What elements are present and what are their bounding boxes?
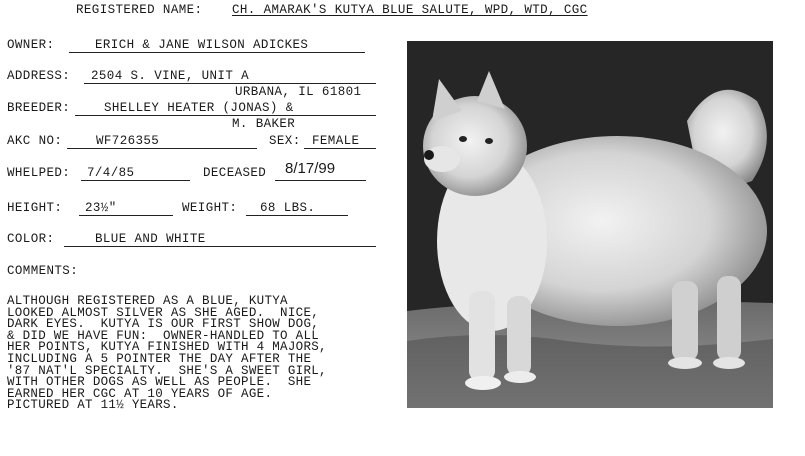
breeder-line1: SHELLEY HEATER (JONAS) & <box>104 101 294 115</box>
whelped-value: 7/4/85 <box>87 166 135 180</box>
address-line2: URBANA, IL 61801 <box>235 85 362 99</box>
registered-name-label: REGISTERED NAME: <box>76 3 203 17</box>
comments-label: COMMENTS: <box>7 264 79 278</box>
dog-photo <box>407 41 773 408</box>
breeder-line2: M. BAKER <box>232 117 296 131</box>
sex-value: FEMALE <box>312 134 360 148</box>
owner-label: OWNER: <box>7 38 55 52</box>
whelped-underline <box>81 180 190 181</box>
akc-underline <box>67 148 257 149</box>
deceased-value: 8/17/99 <box>285 160 336 177</box>
whelped-label: WHELPED: <box>7 166 71 180</box>
sex-label: SEX: <box>269 134 301 148</box>
address-label: ADDRESS: <box>7 69 71 83</box>
breeder-label: BREEDER: <box>7 101 71 115</box>
registered-name-value: CH. AMARAK'S KUTYA BLUE SALUTE, WPD, WTD, CGC <box>232 3 588 17</box>
akc-label: AKC NO: <box>7 134 63 148</box>
address-underline <box>84 83 376 84</box>
color-label: COLOR: <box>7 232 55 246</box>
color-value: BLUE AND WHITE <box>95 232 206 246</box>
color-underline <box>64 246 376 247</box>
akc-value: WF726355 <box>96 134 160 148</box>
weight-value: 68 LBS. <box>260 201 316 215</box>
weight-label: WEIGHT: <box>182 201 238 215</box>
height-label: HEIGHT: <box>7 201 63 215</box>
sex-underline <box>304 148 376 149</box>
owner-underline <box>69 52 365 53</box>
deceased-underline <box>275 180 366 181</box>
address-line1: 2504 S. VINE, UNIT A <box>91 69 250 83</box>
comments-text: ALTHOUGH REGISTERED AS A BLUE, KUTYA LOOKED ALMOST SILVER AS SHE AGED. NICE, DARK EYES. KUTYA IS OUR FIRST SHOW DOG, & DID WE HAVE FUN: OWNER-HANDLED TO ALL HER POINTS, KUTYA FINISHED WITH 4 MAJORS, INCLUDING A 5 POINTER THE DAY AFTER THE '87 NAT'L SPECIALTY. SHE'S A SWEET GIRL, WITH OTHER DOGS AS WELL AS PEOPLE. SHE EARNED HER CGC AT 10 YEARS OF AGE. PICTURED AT 11½ YEARS. <box>7 294 327 413</box>
owner-value: ERICH & JANE WILSON ADICKES <box>95 38 309 52</box>
breeder-underline <box>75 115 376 116</box>
weight-underline <box>246 215 348 216</box>
height-value: 23½" <box>85 201 117 215</box>
deceased-label: DECEASED <box>203 166 267 180</box>
height-underline <box>79 215 173 216</box>
